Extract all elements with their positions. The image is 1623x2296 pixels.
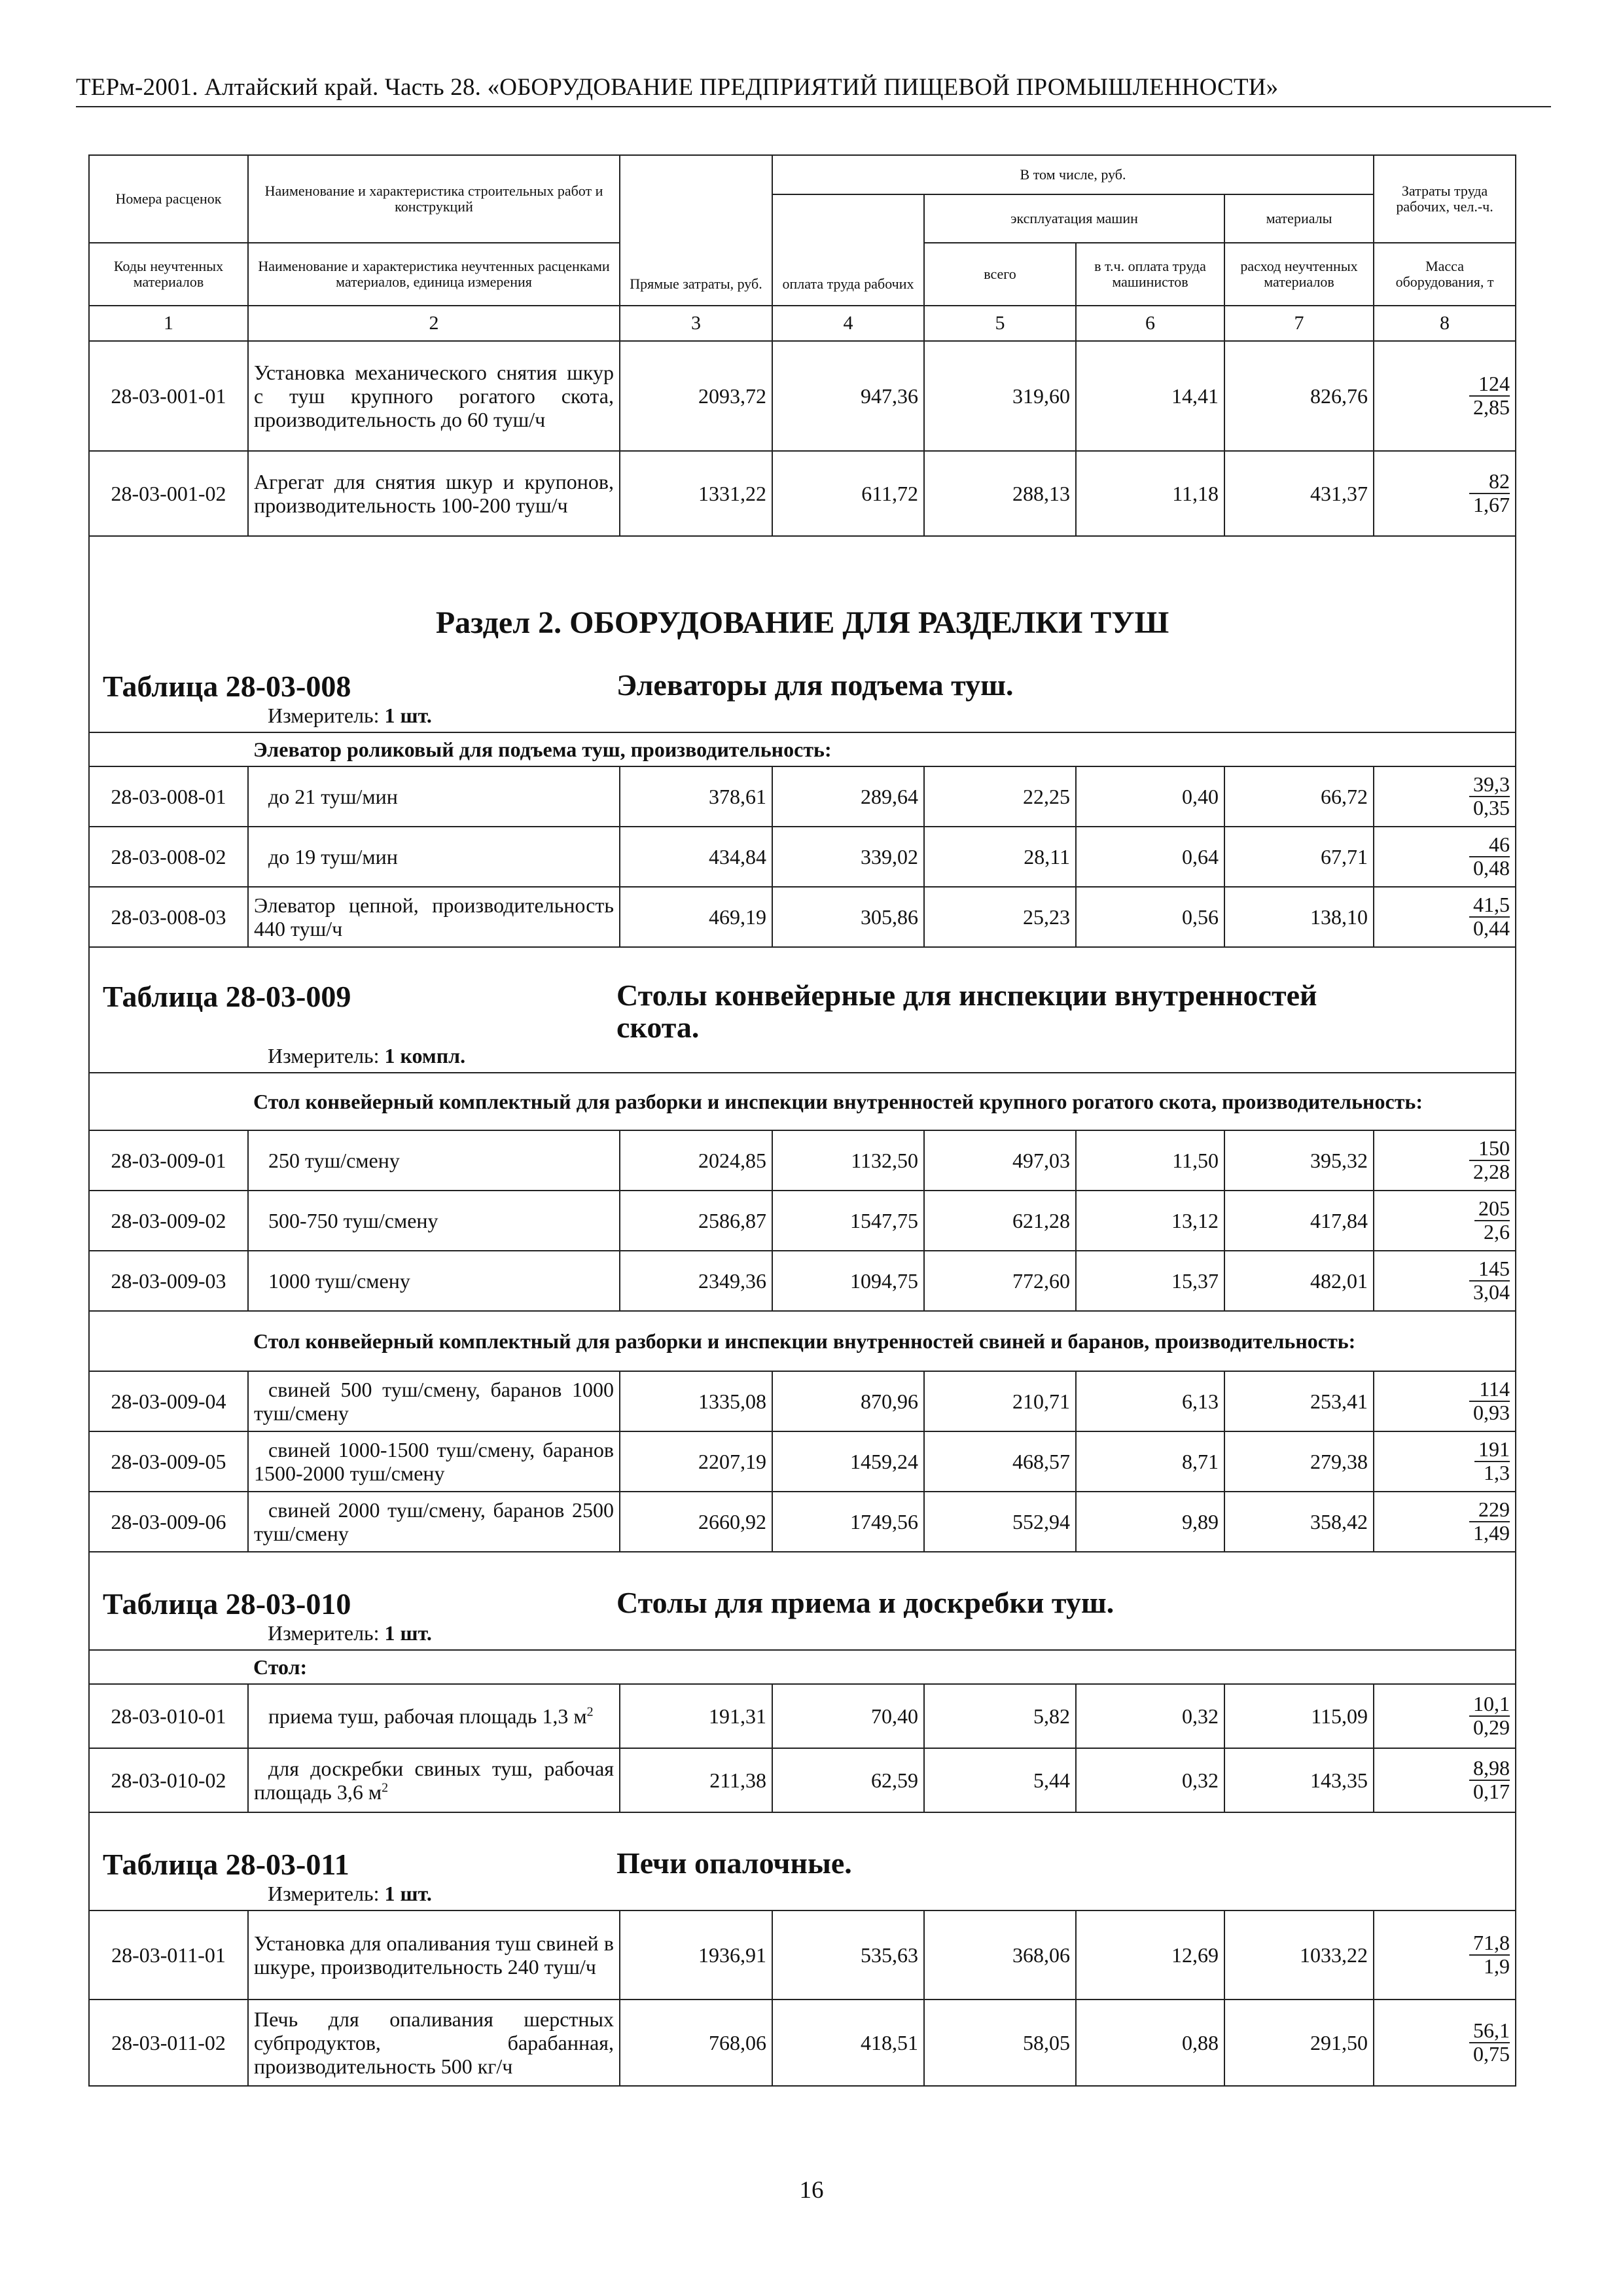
col-number: 6: [1076, 306, 1224, 341]
machines-value: 58,05: [924, 2000, 1076, 2086]
col-number: 1: [89, 306, 248, 341]
direct-cost: 2349,36: [620, 1251, 772, 1311]
machines-value: 25,23: [924, 887, 1076, 947]
labor-mass-cell: [1374, 1431, 1516, 1492]
wages-value: 1094,75: [772, 1251, 924, 1311]
direct-cost: 2024,85: [620, 1130, 772, 1191]
rate-name-text: 1000 туш/смену: [268, 1268, 410, 1293]
direct-cost: 1331,22: [620, 451, 772, 536]
mass-value: 0,17: [1473, 1780, 1510, 1803]
table-title: Печи опалочные.: [616, 1846, 852, 1880]
materials-value: 138,10: [1224, 887, 1374, 947]
machines-value: 210,71: [924, 1371, 1076, 1431]
col-name-unaccounted: Наименование и характеристика неучтенных расценками материалов, единица измерения: [248, 243, 620, 306]
rate-name: [248, 1748, 620, 1812]
rate-code: 28-03-011-02: [89, 2000, 248, 2086]
machines-value: 552,94: [924, 1492, 1076, 1552]
col-number: 5: [924, 306, 1076, 341]
materials-value: 67,71: [1224, 827, 1374, 887]
section-title: Раздел 2. ОБОРУДОВАНИЕ ДЛЯ РАЗДЕЛКИ ТУШ: [89, 536, 1516, 647]
direct-cost: 434,84: [620, 827, 772, 887]
machines-value: 28,11: [924, 827, 1076, 887]
table-row: [89, 1130, 1516, 1191]
table-row: [89, 1748, 1516, 1812]
machinists-value: 0,64: [1076, 827, 1224, 887]
table-row: [89, 766, 1516, 827]
direct-cost: 2207,19: [620, 1431, 772, 1492]
group-title: Стол конвейерный комплектный для разборки и инспекции внутренностей свиней и баранов, производительность:: [248, 1311, 1516, 1371]
labor-value: 82: [1469, 471, 1510, 494]
labor-value: 56,1: [1469, 2020, 1510, 2043]
rate-name-text: до 19 туш/мин: [268, 844, 398, 869]
materials-value: 431,37: [1224, 451, 1374, 536]
col-incl-wages-machinists: в т.ч. оплата труда машинистов: [1076, 243, 1224, 306]
wages-value: 1547,75: [772, 1191, 924, 1251]
wages-value: 305,86: [772, 887, 924, 947]
wages-value: 339,02: [772, 827, 924, 887]
direct-cost: 1335,08: [620, 1371, 772, 1431]
measure-unit: [268, 1621, 1515, 1645]
table-row: [89, 1251, 1516, 1311]
rate-code: 28-03-010-01: [89, 1684, 248, 1748]
col-including: В том числе, руб.: [772, 155, 1374, 194]
rate-code: 28-03-001-02: [89, 451, 248, 536]
labor-mass-cell: [1374, 1251, 1516, 1311]
mass-value: 1,9: [1484, 1954, 1510, 1978]
labor-mass-cell: [1374, 1910, 1516, 2000]
rate-code: 28-03-009-04: [89, 1371, 248, 1431]
measure-value: 1 шт.: [384, 1882, 432, 1905]
labor-mass-cell: [1374, 1191, 1516, 1251]
direct-cost: 2586,87: [620, 1191, 772, 1251]
rate-name: свиней 1000-1500 туш/смену, баранов 1500-2000 туш/смену: [248, 1431, 620, 1492]
rate-code: 28-03-011-01: [89, 1910, 248, 2000]
table-heading-009: [89, 947, 1516, 1073]
labor-mass-cell: [1374, 1748, 1516, 1812]
machines-value: 288,13: [924, 451, 1076, 536]
col-labor-costs: Затраты труда рабочих, чел.-ч.: [1374, 155, 1516, 243]
rate-name: [248, 1684, 620, 1748]
mass-value: 0,93: [1473, 1401, 1510, 1424]
machinists-value: 12,69: [1076, 1910, 1224, 2000]
table-title: Элеваторы для подъема туш.: [616, 668, 1014, 702]
labor-value: 46: [1469, 834, 1510, 857]
rate-name: [248, 827, 620, 887]
labor-value: 10,1: [1469, 1693, 1510, 1717]
rate-code: 28-03-010-02: [89, 1748, 248, 1812]
rate-code: 28-03-008-02: [89, 827, 248, 887]
machines-value: 368,06: [924, 1910, 1076, 2000]
table-heading-008: [89, 647, 1516, 732]
direct-cost: 768,06: [620, 2000, 772, 2086]
col-materials: материалы: [1224, 194, 1374, 243]
table-code: Таблица 28-03-008: [103, 670, 351, 703]
group-title: Стол:: [248, 1650, 1516, 1684]
col-rate-numbers: Номера расценок: [89, 155, 248, 243]
col-name-works: Наименование и характеристика строительных работ и конструкций: [248, 155, 620, 243]
wages-value: 947,36: [772, 341, 924, 451]
labor-mass-cell: [1374, 827, 1516, 887]
labor-mass-cell: [1374, 1492, 1516, 1552]
machinists-value: 11,50: [1076, 1130, 1224, 1191]
direct-cost: 378,61: [620, 766, 772, 827]
mass-value: 1,3: [1484, 1461, 1510, 1484]
labor-value: 150: [1469, 1138, 1510, 1161]
col-number: 7: [1224, 306, 1374, 341]
table-row: [89, 1371, 1516, 1431]
machines-value: 5,82: [924, 1684, 1076, 1748]
header-divider: [76, 106, 1551, 107]
table-code: Таблица 28-03-009: [103, 979, 351, 1013]
mass-value: 0,48: [1473, 856, 1510, 880]
col-number: 4: [772, 306, 924, 341]
measure-unit: [268, 1044, 1515, 1068]
rate-name: Печь для опаливания шерстных субпродуктов, барабанная, производительность 500 кг/ч: [248, 2000, 620, 2086]
labor-value: 191: [1474, 1439, 1510, 1462]
table-row: [89, 1910, 1516, 2000]
wages-value: 1749,56: [772, 1492, 924, 1552]
mass-value: 0,29: [1473, 1715, 1510, 1739]
labor-value: 71,8: [1469, 1932, 1510, 1956]
labor-mass-cell: [1374, 1130, 1516, 1191]
labor-mass-cell: [1374, 1684, 1516, 1748]
wages-value: 418,51: [772, 2000, 924, 2086]
wages-value: 289,64: [772, 766, 924, 827]
rate-code: 28-03-009-05: [89, 1431, 248, 1492]
labor-value: 124: [1469, 373, 1510, 397]
labor-value: 8,98: [1469, 1757, 1510, 1781]
wages-value: 70,40: [772, 1684, 924, 1748]
superscript: 2: [382, 1780, 389, 1795]
rate-name-text: 500-750 туш/смену: [268, 1208, 438, 1232]
machinists-value: 0,88: [1076, 2000, 1224, 2086]
measure-label: Измеритель:: [268, 1044, 380, 1067]
materials-value: 115,09: [1224, 1684, 1374, 1748]
labor-value: 145: [1469, 1258, 1510, 1282]
mass-value: 2,6: [1484, 1220, 1510, 1244]
materials-value: 66,72: [1224, 766, 1374, 827]
group-spacer: [89, 732, 248, 766]
labor-value: 205: [1474, 1198, 1510, 1221]
direct-cost: 2093,72: [620, 341, 772, 451]
rate-code: 28-03-008-01: [89, 766, 248, 827]
direct-cost: 2660,92: [620, 1492, 772, 1552]
rate-code: 28-03-001-01: [89, 341, 248, 451]
labor-value: 41,5: [1469, 894, 1510, 918]
measure-value: 1 шт.: [384, 1621, 432, 1645]
machinists-value: 0,32: [1076, 1748, 1224, 1812]
materials-value: 291,50: [1224, 2000, 1374, 2086]
wages-value: 870,96: [772, 1371, 924, 1431]
rate-name: [248, 1251, 620, 1311]
direct-cost: 1936,91: [620, 1910, 772, 2000]
machinists-value: 0,32: [1076, 1684, 1224, 1748]
materials-value: 279,38: [1224, 1431, 1374, 1492]
machinists-value: 11,18: [1076, 451, 1224, 536]
table-code: Таблица 28-03-011: [103, 1848, 349, 1881]
labor-mass-cell: [1374, 341, 1516, 451]
mass-value: 2,85: [1473, 395, 1510, 419]
materials-value: 143,35: [1224, 1748, 1374, 1812]
col-direct-costs: Прямые затраты, руб.: [620, 155, 772, 306]
col-number: 3: [620, 306, 772, 341]
rate-code: 28-03-008-03: [89, 887, 248, 947]
table-row: [89, 1492, 1516, 1552]
table-title: Столы для приема и доскребки туш.: [616, 1586, 1115, 1619]
table-row: [89, 1191, 1516, 1251]
rate-code: 28-03-009-06: [89, 1492, 248, 1552]
measure-label: Измеритель:: [268, 704, 380, 727]
group-title: Стол конвейерный комплектный для разборки и инспекции внутренностей крупного рогатого скота, производительность:: [248, 1073, 1516, 1130]
measure-label: Измеритель:: [268, 1621, 380, 1645]
table-code: Таблица 28-03-010: [103, 1587, 351, 1621]
machinists-value: 15,37: [1076, 1251, 1224, 1311]
mass-value: 1,67: [1473, 493, 1510, 516]
col-number: 2: [248, 306, 620, 341]
mass-value: 2,28: [1473, 1160, 1510, 1183]
machinists-value: 14,41: [1076, 341, 1224, 451]
rate-name: Агрегат для снятия шкур и крупонов, производительность 100-200 туш/ч: [248, 451, 620, 536]
labor-mass-cell: [1374, 766, 1516, 827]
machines-value: 468,57: [924, 1431, 1076, 1492]
direct-cost: 211,38: [620, 1748, 772, 1812]
table-row: [89, 1431, 1516, 1492]
labor-mass-cell: [1374, 887, 1516, 947]
rate-code: 28-03-009-02: [89, 1191, 248, 1251]
materials-value: 1033,22: [1224, 1910, 1374, 2000]
table-heading-010: [89, 1552, 1516, 1650]
group-spacer: [89, 1650, 248, 1684]
wages-value: 62,59: [772, 1748, 924, 1812]
machines-value: 621,28: [924, 1191, 1076, 1251]
measure-unit: [268, 1882, 1515, 1906]
col-equipment-mass: Масса оборудования, т: [1374, 243, 1516, 306]
materials-value: 482,01: [1224, 1251, 1374, 1311]
rate-name: свиней 2000 туш/смену, баранов 2500 туш/смену: [248, 1492, 620, 1552]
page-number: 16: [799, 2177, 824, 2204]
wages-value: 1132,50: [772, 1130, 924, 1191]
machinists-value: 6,13: [1076, 1371, 1224, 1431]
rate-name: Элеватор цепной, производительность 440 туш/ч: [248, 887, 620, 947]
machinists-value: 8,71: [1076, 1431, 1224, 1492]
direct-cost: 191,31: [620, 1684, 772, 1748]
page-header: ТЕРм-2001. Алтайский край. Часть 28. «ОБОРУДОВАНИЕ ПРЕДПРИЯТИЙ ПИЩЕВОЙ ПРОМЫШЛЕННОСТИ»: [76, 74, 1279, 101]
labor-mass-cell: [1374, 1371, 1516, 1431]
col-total: всего: [924, 243, 1076, 306]
measure-value: 1 шт.: [384, 704, 432, 727]
table-title: Столы конвейерные для инспекции внутренностей скота.: [616, 978, 1317, 1045]
machines-value: 319,60: [924, 341, 1076, 451]
mass-value: 0,35: [1473, 796, 1510, 819]
superscript: 2: [586, 1704, 594, 1719]
rate-name: [248, 1130, 620, 1191]
group-title: Элеватор роликовый для подъема туш, производительность:: [248, 732, 1516, 766]
wages-value: 1459,24: [772, 1431, 924, 1492]
rate-name-text: до 21 туш/мин: [268, 784, 398, 808]
rate-name-text: для доскребки свиных туш, рабочая площадь 3,6 м: [254, 1756, 614, 1804]
mass-value: 0,44: [1473, 916, 1510, 940]
machinists-value: 0,56: [1076, 887, 1224, 947]
table-row: [89, 827, 1516, 887]
rate-name: Установка механического снятия шкур с туш крупного рогатого скота, производительность до 60 туш/ч: [248, 341, 620, 451]
machines-value: 497,03: [924, 1130, 1076, 1191]
machines-value: 22,25: [924, 766, 1076, 827]
materials-value: 253,41: [1224, 1371, 1374, 1431]
rate-code: 28-03-009-01: [89, 1130, 248, 1191]
table-heading-011: [89, 1812, 1516, 1910]
materials-value: 826,76: [1224, 341, 1374, 451]
group-spacer: [89, 1311, 248, 1371]
labor-mass-cell: [1374, 2000, 1516, 2086]
measure-unit: [268, 704, 1515, 728]
materials-value: 358,42: [1224, 1492, 1374, 1552]
mass-value: 1,49: [1473, 1521, 1510, 1545]
labor-value: 229: [1469, 1499, 1510, 1522]
materials-value: 395,32: [1224, 1130, 1374, 1191]
machines-value: 772,60: [924, 1251, 1076, 1311]
rate-code: 28-03-009-03: [89, 1251, 248, 1311]
rate-name-text: приема туш, рабочая площадь 1,3 м: [268, 1704, 587, 1728]
labor-value: 39,3: [1469, 774, 1510, 797]
measure-value: 1 компл.: [384, 1044, 466, 1067]
col-number: 8: [1374, 306, 1516, 341]
wages-value: 535,63: [772, 1910, 924, 2000]
rate-name: [248, 1191, 620, 1251]
rate-name: Установка для опаливания туш свиней в шкуре, производительность 240 туш/ч: [248, 1910, 620, 2000]
mass-value: 0,75: [1473, 2042, 1510, 2066]
machinists-value: 13,12: [1076, 1191, 1224, 1251]
col-consumption-unaccounted: расход неучтенных материалов: [1224, 243, 1374, 306]
rate-name-text: 250 туш/смену: [268, 1148, 400, 1172]
machines-value: 5,44: [924, 1748, 1076, 1812]
machinists-value: 9,89: [1076, 1492, 1224, 1552]
group-spacer: [89, 1073, 248, 1130]
measure-label: Измеритель:: [268, 1882, 380, 1905]
table-row: [89, 1684, 1516, 1748]
wages-value: 611,72: [772, 451, 924, 536]
col-wages-workers: оплата труда рабочих: [772, 194, 924, 306]
direct-cost: 469,19: [620, 887, 772, 947]
labor-value: 114: [1469, 1378, 1510, 1402]
machinists-value: 0,40: [1076, 766, 1224, 827]
table-row: [89, 2000, 1516, 2086]
col-codes-unaccounted: Коды неучтенных материалов: [89, 243, 248, 306]
mass-value: 3,04: [1473, 1280, 1510, 1304]
table-row: [89, 341, 1516, 451]
materials-value: 417,84: [1224, 1191, 1374, 1251]
rates-table: [88, 154, 1516, 2087]
col-machine-operation: эксплуатация машин: [924, 194, 1224, 243]
rate-name: [248, 766, 620, 827]
labor-mass-cell: [1374, 451, 1516, 536]
table-row: [89, 887, 1516, 947]
table-row: [89, 451, 1516, 536]
rate-name: свиней 500 туш/смену, баранов 1000 туш/смену: [248, 1371, 620, 1431]
